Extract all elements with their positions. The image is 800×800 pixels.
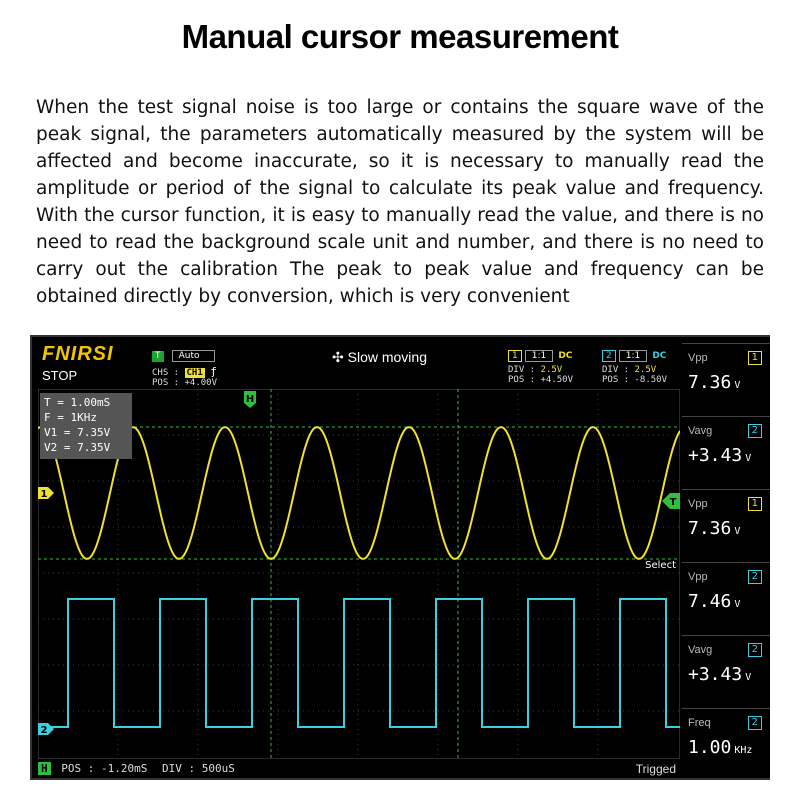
- page-title: Manual cursor measurement: [181, 18, 619, 55]
- trigger-status: Trigged: [635, 762, 676, 776]
- measurement-value: +3.43: [688, 445, 743, 466]
- trigger-mode: Auto: [172, 350, 215, 362]
- select-label[interactable]: Select: [645, 560, 676, 571]
- trigger-source: CH1: [186, 368, 203, 378]
- measurement-label: Vpp: [688, 571, 708, 583]
- cursor-v1: V1 = 7.35V: [44, 426, 111, 439]
- h-badge: H: [38, 762, 51, 775]
- cursor-frequency: F = 1KHz: [44, 411, 97, 424]
- measurement-unit: V: [745, 453, 752, 464]
- trigger-settings[interactable]: [152, 343, 217, 388]
- ch1-pos: POS : +4.50V: [508, 375, 574, 385]
- measurement-value: 7.36: [688, 372, 732, 393]
- measurement-item[interactable]: [682, 635, 770, 706]
- measurement-item[interactable]: [682, 562, 770, 633]
- ch2-ratio: 1:1: [619, 350, 647, 362]
- ch1-div-label: DIV :: [508, 365, 536, 375]
- svg-text:2: 2: [40, 725, 48, 736]
- measurement-value-row: [688, 737, 752, 758]
- measurement-panel: [682, 337, 770, 778]
- measurement-label: Freq: [688, 717, 711, 729]
- measurement-unit: V: [734, 526, 741, 537]
- measurement-channel-badge: 2: [748, 424, 762, 438]
- measurement-channel-badge: 1: [748, 351, 762, 365]
- ch1-badge: 1: [508, 350, 522, 362]
- measurement-unit: V: [734, 380, 741, 391]
- measurement-value: 1.00: [688, 737, 732, 758]
- measurement-value-row: [688, 445, 751, 466]
- cursor-period: T = 1.00mS: [44, 396, 111, 409]
- scope-header: [32, 337, 682, 389]
- scope-footer: [38, 762, 682, 778]
- measurement-value: 7.36: [688, 518, 732, 539]
- measurement-label: Vavg: [688, 425, 713, 437]
- measurement-channel-badge: 1: [748, 497, 762, 511]
- measurement-value: 7.46: [688, 591, 732, 612]
- trigger-edge-icon: ƒ: [210, 365, 217, 378]
- ch1-settings[interactable]: [508, 343, 573, 385]
- svg-text:H: H: [245, 394, 255, 405]
- ch1-div-value: 2.5V: [540, 365, 563, 375]
- measurement-value-row: [688, 518, 740, 539]
- measurement-item[interactable]: [682, 416, 770, 487]
- measurement-value: +3.43: [688, 664, 743, 685]
- measurement-unit: V: [745, 672, 752, 683]
- oscilloscope-screen: [30, 335, 770, 780]
- horizontal-pos[interactable]: POS : -1.20mS: [61, 762, 148, 775]
- measurement-channel-badge: 2: [748, 716, 762, 730]
- measurement-item[interactable]: [682, 343, 770, 414]
- ch1-coupling: DC: [558, 351, 573, 361]
- measurement-item[interactable]: [682, 708, 770, 779]
- measurement-unit: KHz: [734, 745, 753, 756]
- time-div[interactable]: DIV : 500uS: [161, 762, 235, 775]
- measurement-value-row: [688, 372, 740, 393]
- run-state[interactable]: STOP: [42, 368, 78, 383]
- ch2-coupling: DC: [652, 351, 667, 361]
- measurement-label: Vavg: [688, 644, 713, 656]
- measurement-item[interactable]: [682, 489, 770, 560]
- trigger-pos: POS : +4.00V: [152, 378, 218, 388]
- cursor-v2: V2 = 7.35V: [44, 441, 111, 454]
- brand-logo: FNIRSI: [42, 343, 114, 365]
- description-text: When the test signal noise is too large or contains the square wave of the peak signal, the parameters automatically measured by the system will be affected and become inaccurate, so it is necessary to manually read the amplitude or period of the signal to calculate its peak value and frequency. With the cursor function, it is easy to manually read the value, and there is no need to read the background scale unit and number, and there is no need to carry out the calibration The peak to peak value and frequency can be obtained directly by conversion, which is very convenient: [36, 97, 764, 307]
- svg-text:T: T: [669, 497, 677, 508]
- cursor-readout: [40, 393, 132, 459]
- measurement-value-row: [688, 664, 751, 685]
- ch2-settings[interactable]: [602, 343, 667, 385]
- measurement-channel-badge: 2: [748, 643, 762, 657]
- ch2-badge: 2: [602, 350, 616, 362]
- trigger-chs-label: CHS :: [152, 368, 180, 378]
- measurement-label: Vpp: [688, 498, 708, 510]
- trigger-badge: T: [152, 351, 164, 362]
- svg-text:1: 1: [40, 489, 48, 500]
- ch2-div-label: DIV :: [602, 365, 630, 375]
- measurement-value-row: [688, 591, 740, 612]
- ch1-ratio: 1:1: [525, 350, 553, 362]
- ch2-pos: POS : -8.50V: [602, 375, 668, 385]
- measurement-label: Vpp: [688, 352, 708, 364]
- ch2-div-value: 2.5V: [634, 365, 657, 375]
- waveform-grid[interactable]: [38, 389, 680, 759]
- mode-indicator: ✣ Slow moving: [332, 349, 427, 365]
- measurement-unit: V: [734, 599, 741, 610]
- measurement-channel-badge: 2: [748, 570, 762, 584]
